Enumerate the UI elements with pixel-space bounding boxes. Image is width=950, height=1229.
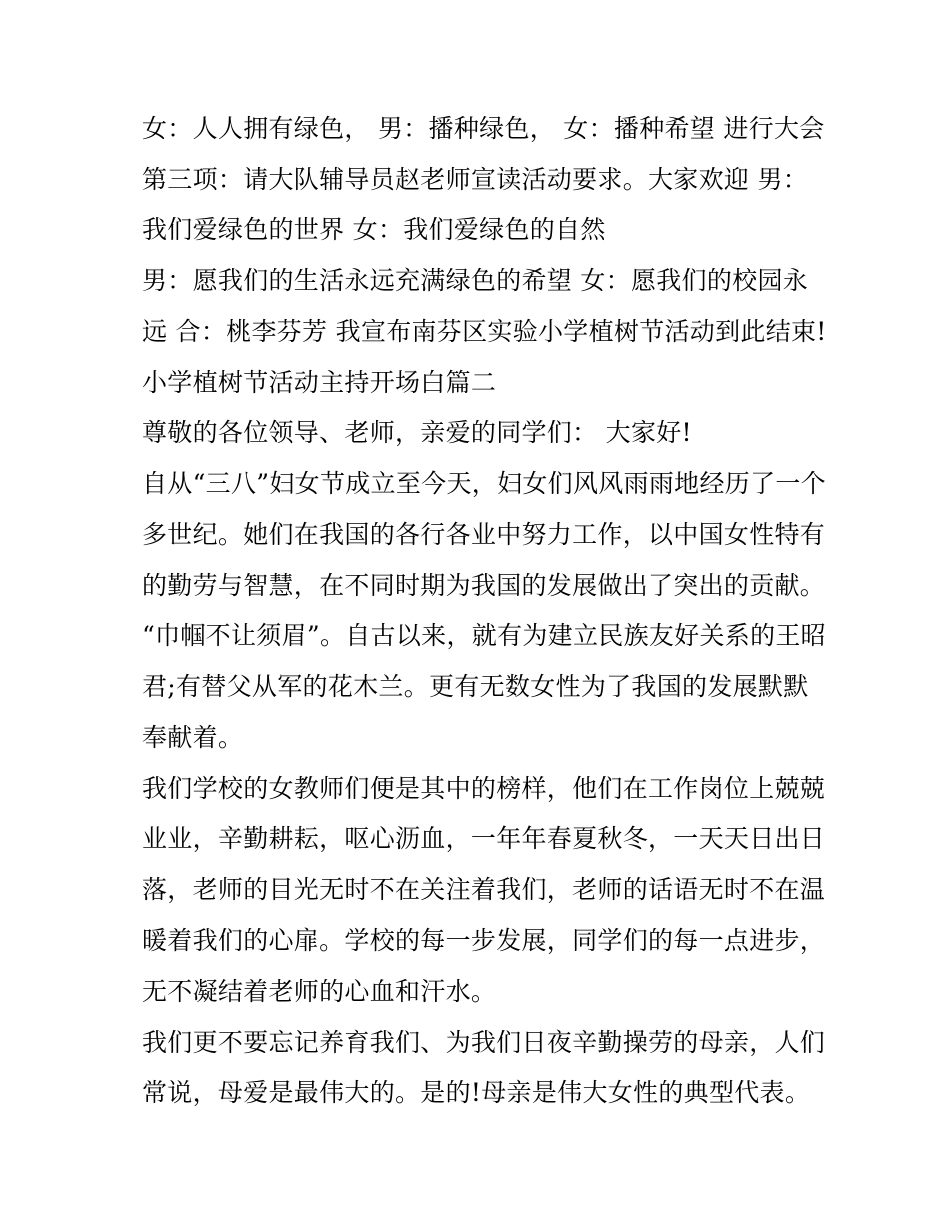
- text-line: 第三项：请大队辅导员赵老师宣读活动要求。大家欢迎 男：: [142, 165, 809, 194]
- text-line: 落，老师的目光无时不在关注着我们，老师的话语无时不在温: [142, 875, 826, 904]
- text-line: 君;有替父从军的花木兰。更有无数女性为了我国的发展默默: [142, 672, 809, 701]
- text-line: 暖着我们的心扉。学校的每一步发展，同学们的每一点进步，: [142, 926, 826, 955]
- text-line: 奉献着。: [142, 723, 244, 752]
- text-line: 远 合：桃李芬芳 我宣布南芬区实验小学植树节活动到此结束!: [142, 317, 827, 346]
- text-line: 女：人人拥有绿色， 男：播种绿色， 女：播种希望 进行大会: [142, 114, 825, 143]
- text-line: 的勤劳与智慧，在不同时期为我国的发展做出了突出的贡献。: [142, 571, 826, 600]
- text-line: 我们爱绿色的世界 女：我们爱绿色的自然: [142, 215, 606, 244]
- text-line: 无不凝结着老师的心血和汗水。: [142, 977, 497, 1006]
- text-line: 常说，母爱是最伟大的。是的!母亲是伟大女性的典型代表。: [142, 1078, 811, 1107]
- section-heading: 小学植树节活动主持开场白篇二: [142, 368, 497, 397]
- text-line: “巾帼不让须眉”。自古以来，就有为建立民族友好关系的王昭: [142, 621, 826, 650]
- text-line: 尊敬的各位领导、老师，亲爱的同学们： 大家好!: [142, 418, 692, 447]
- text-line: 业业，辛勤耕耘，呕心沥血，一年年春夏秋冬，一天天日出日: [142, 824, 826, 853]
- text-line: 男：愿我们的生活永远充满绿色的希望 女：愿我们的校园永: [142, 266, 809, 295]
- text-line: 我们学校的女教师们便是其中的榜样，他们在工作岗位上兢兢: [142, 774, 826, 803]
- text-line: 我们更不要忘记养育我们、为我们日夜辛勤操劳的母亲，人们: [142, 1028, 826, 1057]
- text-line: 自从“三八”妇女节成立至今天，妇女们风风雨雨地经历了一个: [142, 469, 826, 498]
- text-line: 多世纪。她们在我国的各行各业中努力工作，以中国女性特有: [142, 520, 826, 549]
